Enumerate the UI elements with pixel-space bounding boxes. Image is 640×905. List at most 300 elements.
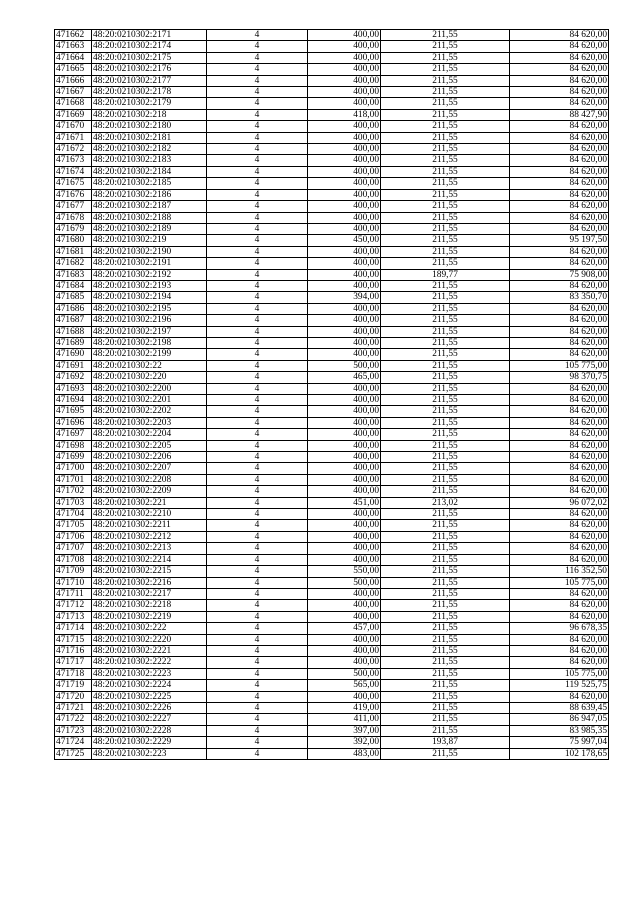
total-value-cell: 84 620,00 [510,417,609,428]
cadastral-number-cell: 48:20:0210302:2183 [92,155,207,166]
rate-cell: 211,55 [381,52,510,63]
total-value-cell: 86 947,05 [510,714,609,725]
category-cell: 4 [207,223,308,234]
category-cell: 4 [207,395,308,406]
area-cell: 565,00 [308,680,381,691]
table-row [55,109,609,120]
table-row [55,645,609,656]
category-cell: 4 [207,64,308,75]
row-number-cell: 471687 [55,315,92,326]
area-cell: 400,00 [308,155,381,166]
rate-cell: 211,55 [381,98,510,109]
table-row [55,566,609,577]
total-value-cell: 84 620,00 [510,41,609,52]
rate-cell: 211,55 [381,383,510,394]
category-cell: 4 [207,452,308,463]
rate-cell: 211,55 [381,132,510,143]
total-value-cell: 84 620,00 [510,463,609,474]
cadastral-number-cell: 48:20:0210302:2207 [92,463,207,474]
cadastral-number-cell: 48:20:0210302:2213 [92,543,207,554]
rate-cell: 211,55 [381,395,510,406]
rate-cell: 211,55 [381,543,510,554]
rate-cell: 211,55 [381,109,510,120]
cadastral-number-cell: 48:20:0210302:2201 [92,395,207,406]
table-row [55,452,609,463]
row-number-cell: 471672 [55,144,92,155]
area-cell: 400,00 [308,417,381,428]
category-cell: 4 [207,714,308,725]
table-row [55,166,609,177]
row-number-cell: 471694 [55,395,92,406]
table-row [55,634,609,645]
rate-cell: 211,55 [381,440,510,451]
cadastral-number-cell: 48:20:0210302:2217 [92,588,207,599]
table-row [55,737,609,748]
category-cell: 4 [207,132,308,143]
row-number-cell: 471678 [55,212,92,223]
area-cell: 419,00 [308,702,381,713]
cadastral-number-cell: 48:20:0210302:2200 [92,383,207,394]
cadastral-number-cell: 48:20:0210302:2186 [92,189,207,200]
row-number-cell: 471683 [55,269,92,280]
rate-cell: 211,55 [381,611,510,622]
area-cell: 450,00 [308,235,381,246]
total-value-cell: 84 620,00 [510,657,609,668]
rate-cell: 211,55 [381,680,510,691]
total-value-cell: 96 678,35 [510,623,609,634]
rate-cell: 211,55 [381,212,510,223]
table-row [55,486,609,497]
category-cell: 4 [207,463,308,474]
row-number-cell: 471693 [55,383,92,394]
row-number-cell: 471700 [55,463,92,474]
category-cell: 4 [207,269,308,280]
row-number-cell: 471707 [55,543,92,554]
table-row [55,64,609,75]
total-value-cell: 84 620,00 [510,645,609,656]
rate-cell: 211,55 [381,668,510,679]
rate-cell: 211,55 [381,303,510,314]
area-cell: 400,00 [308,474,381,485]
category-cell: 4 [207,543,308,554]
area-cell: 400,00 [308,258,381,269]
total-value-cell: 84 620,00 [510,258,609,269]
area-cell: 400,00 [308,41,381,52]
row-number-cell: 471677 [55,201,92,212]
area-cell: 400,00 [308,280,381,291]
category-cell: 4 [207,429,308,440]
total-value-cell: 84 620,00 [510,189,609,200]
rate-cell: 211,55 [381,166,510,177]
rate-cell: 211,55 [381,280,510,291]
row-number-cell: 471702 [55,486,92,497]
category-cell: 4 [207,155,308,166]
area-cell: 397,00 [308,725,381,736]
cadastral-number-cell: 48:20:0210302:2179 [92,98,207,109]
area-cell: 400,00 [308,30,381,41]
total-value-cell: 84 620,00 [510,440,609,451]
table-row [55,246,609,257]
row-number-cell: 471714 [55,623,92,634]
row-number-cell: 471688 [55,326,92,337]
row-number-cell: 471670 [55,121,92,132]
total-value-cell: 84 620,00 [510,75,609,86]
table-row [55,623,609,634]
row-number-cell: 471695 [55,406,92,417]
category-cell: 4 [207,87,308,98]
rate-cell: 211,55 [381,486,510,497]
cadastral-number-cell: 48:20:0210302:2216 [92,577,207,588]
area-cell: 400,00 [308,440,381,451]
table-row [55,87,609,98]
total-value-cell: 84 620,00 [510,87,609,98]
area-cell: 411,00 [308,714,381,725]
area-cell: 400,00 [308,588,381,599]
area-cell: 400,00 [308,189,381,200]
category-cell: 4 [207,201,308,212]
row-number-cell: 471666 [55,75,92,86]
rate-cell: 211,55 [381,406,510,417]
total-value-cell: 84 620,00 [510,406,609,417]
row-number-cell: 471720 [55,691,92,702]
area-cell: 400,00 [308,337,381,348]
area-cell: 400,00 [308,98,381,109]
table-row [55,155,609,166]
rate-cell: 211,55 [381,246,510,257]
table-row [55,543,609,554]
rate-cell: 211,55 [381,645,510,656]
category-cell: 4 [207,30,308,41]
cadastral-number-cell: 48:20:0210302:2199 [92,349,207,360]
category-cell: 4 [207,280,308,291]
rate-cell: 211,55 [381,509,510,520]
category-cell: 4 [207,417,308,428]
cadastral-number-cell: 48:20:0210302:219 [92,235,207,246]
total-value-cell: 84 620,00 [510,634,609,645]
cadastral-number-cell: 48:20:0210302:2214 [92,554,207,565]
total-value-cell: 84 620,00 [510,98,609,109]
row-number-cell: 471699 [55,452,92,463]
table-row [55,201,609,212]
total-value-cell: 84 620,00 [510,486,609,497]
total-value-cell: 84 620,00 [510,554,609,565]
area-cell: 400,00 [308,383,381,394]
cadastral-number-cell: 48:20:0210302:22 [92,360,207,371]
cadastral-number-cell: 48:20:0210302:2228 [92,725,207,736]
area-cell: 400,00 [308,611,381,622]
table-row [55,235,609,246]
cadastral-number-cell: 48:20:0210302:2174 [92,41,207,52]
category-cell: 4 [207,246,308,257]
row-number-cell: 471676 [55,189,92,200]
table-row [55,258,609,269]
table-row [55,52,609,63]
table-row [55,714,609,725]
table-row [55,577,609,588]
row-number-cell: 471665 [55,64,92,75]
total-value-cell: 84 620,00 [510,280,609,291]
row-number-cell: 471713 [55,611,92,622]
rate-cell: 211,55 [381,360,510,371]
category-cell: 4 [207,98,308,109]
cadastral-number-cell: 48:20:0210302:2226 [92,702,207,713]
area-cell: 400,00 [308,554,381,565]
cadastral-number-cell: 48:20:0210302:221 [92,497,207,508]
rate-cell: 211,55 [381,155,510,166]
rate-cell: 211,55 [381,657,510,668]
rate-cell: 211,55 [381,748,510,759]
rate-cell: 211,55 [381,87,510,98]
cadastral-number-cell: 48:20:0210302:2220 [92,634,207,645]
row-number-cell: 471680 [55,235,92,246]
total-value-cell: 84 620,00 [510,611,609,622]
category-cell: 4 [207,337,308,348]
rate-cell: 211,55 [381,634,510,645]
table-row [55,668,609,679]
row-number-cell: 471709 [55,566,92,577]
category-cell: 4 [207,349,308,360]
row-number-cell: 471685 [55,292,92,303]
table-row [55,30,609,41]
rate-cell: 211,55 [381,121,510,132]
total-value-cell: 84 620,00 [510,543,609,554]
total-value-cell: 84 620,00 [510,337,609,348]
category-cell: 4 [207,486,308,497]
total-value-cell: 98 370,75 [510,372,609,383]
rate-cell: 211,55 [381,417,510,428]
total-value-cell: 84 620,00 [510,691,609,702]
area-cell: 400,00 [308,246,381,257]
total-value-cell: 84 620,00 [510,121,609,132]
rate-cell: 211,55 [381,349,510,360]
total-value-cell: 105 775,00 [510,577,609,588]
area-cell: 400,00 [308,406,381,417]
category-cell: 4 [207,315,308,326]
area-cell: 451,00 [308,497,381,508]
area-cell: 500,00 [308,577,381,588]
rate-cell: 211,55 [381,315,510,326]
area-cell: 500,00 [308,668,381,679]
cadastral-number-cell: 48:20:0210302:2206 [92,452,207,463]
area-cell: 400,00 [308,452,381,463]
cadastral-number-cell: 48:20:0210302:2194 [92,292,207,303]
row-number-cell: 471668 [55,98,92,109]
table-row [55,121,609,132]
cadastral-number-cell: 48:20:0210302:2202 [92,406,207,417]
rate-cell: 211,55 [381,520,510,531]
table-row [55,292,609,303]
category-cell: 4 [207,75,308,86]
total-value-cell: 88 427,90 [510,109,609,120]
category-cell: 4 [207,166,308,177]
category-cell: 4 [207,360,308,371]
area-cell: 400,00 [308,178,381,189]
total-value-cell: 84 620,00 [510,201,609,212]
total-value-cell: 84 620,00 [510,166,609,177]
category-cell: 4 [207,326,308,337]
category-cell: 4 [207,554,308,565]
total-value-cell: 83 350,70 [510,292,609,303]
area-cell: 400,00 [308,645,381,656]
cadastral-number-cell: 48:20:0210302:2182 [92,144,207,155]
total-value-cell: 84 620,00 [510,155,609,166]
category-cell: 4 [207,691,308,702]
row-number-cell: 471689 [55,337,92,348]
rate-cell: 211,55 [381,292,510,303]
category-cell: 4 [207,577,308,588]
area-cell: 500,00 [308,360,381,371]
cadastral-number-cell: 48:20:0210302:220 [92,372,207,383]
table-body [55,30,609,760]
table-row [55,725,609,736]
category-cell: 4 [207,303,308,314]
category-cell: 4 [207,52,308,63]
total-value-cell: 84 620,00 [510,64,609,75]
total-value-cell: 84 620,00 [510,52,609,63]
row-number-cell: 471712 [55,600,92,611]
area-cell: 400,00 [308,520,381,531]
row-number-cell: 471669 [55,109,92,120]
rate-cell: 211,55 [381,235,510,246]
table-row [55,497,609,508]
area-cell: 400,00 [308,269,381,280]
category-cell: 4 [207,657,308,668]
total-value-cell: 84 620,00 [510,600,609,611]
category-cell: 4 [207,372,308,383]
table-row [55,463,609,474]
cadastral-number-cell: 48:20:0210302:2219 [92,611,207,622]
table-row [55,189,609,200]
total-value-cell: 96 072,02 [510,497,609,508]
area-cell: 400,00 [308,429,381,440]
table-row [55,440,609,451]
cadastral-number-cell: 48:20:0210302:2204 [92,429,207,440]
table-row [55,315,609,326]
category-cell: 4 [207,702,308,713]
row-number-cell: 471674 [55,166,92,177]
cadastral-number-cell: 48:20:0210302:2211 [92,520,207,531]
row-number-cell: 471662 [55,30,92,41]
total-value-cell: 84 620,00 [510,315,609,326]
area-cell: 400,00 [308,395,381,406]
area-cell: 394,00 [308,292,381,303]
table-row [55,360,609,371]
total-value-cell: 84 620,00 [510,132,609,143]
cadastral-number-cell: 48:20:0210302:223 [92,748,207,759]
cadastral-number-cell: 48:20:0210302:2185 [92,178,207,189]
category-cell: 4 [207,406,308,417]
total-value-cell: 84 620,00 [510,326,609,337]
row-number-cell: 471718 [55,668,92,679]
cadastral-number-cell: 48:20:0210302:2188 [92,212,207,223]
total-value-cell: 105 775,00 [510,360,609,371]
row-number-cell: 471723 [55,725,92,736]
total-value-cell: 75 908,00 [510,269,609,280]
area-cell: 465,00 [308,372,381,383]
rate-cell: 211,55 [381,189,510,200]
area-cell: 550,00 [308,566,381,577]
table-row [55,702,609,713]
row-number-cell: 471717 [55,657,92,668]
category-cell: 4 [207,748,308,759]
area-cell: 457,00 [308,623,381,634]
rate-cell: 211,55 [381,474,510,485]
total-value-cell: 84 620,00 [510,30,609,41]
rate-cell: 211,55 [381,531,510,542]
total-value-cell: 84 620,00 [510,588,609,599]
table-row [55,337,609,348]
total-value-cell: 84 620,00 [510,246,609,257]
rate-cell: 211,55 [381,452,510,463]
table-row [55,509,609,520]
area-cell: 400,00 [308,349,381,360]
total-value-cell: 84 620,00 [510,474,609,485]
category-cell: 4 [207,531,308,542]
area-cell: 400,00 [308,691,381,702]
cadastral-number-cell: 48:20:0210302:2184 [92,166,207,177]
category-cell: 4 [207,600,308,611]
row-number-cell: 471690 [55,349,92,360]
row-number-cell: 471716 [55,645,92,656]
cadastral-number-cell: 48:20:0210302:2222 [92,657,207,668]
category-cell: 4 [207,440,308,451]
cadastral-number-cell: 48:20:0210302:2181 [92,132,207,143]
cadastral-number-cell: 48:20:0210302:2196 [92,315,207,326]
rate-cell: 193,87 [381,737,510,748]
row-number-cell: 471691 [55,360,92,371]
total-value-cell: 84 620,00 [510,144,609,155]
total-value-cell: 88 639,45 [510,702,609,713]
cadastral-value-table [54,29,609,760]
rate-cell: 211,55 [381,725,510,736]
rate-cell: 211,55 [381,463,510,474]
table-row [55,600,609,611]
table-row [55,383,609,394]
total-value-cell: 84 620,00 [510,395,609,406]
cadastral-number-cell: 48:20:0210302:2195 [92,303,207,314]
row-number-cell: 471715 [55,634,92,645]
cadastral-number-cell: 48:20:0210302:2215 [92,566,207,577]
area-cell: 400,00 [308,303,381,314]
category-cell: 4 [207,497,308,508]
rate-cell: 211,55 [381,600,510,611]
total-value-cell: 84 620,00 [510,178,609,189]
table-row [55,98,609,109]
row-number-cell: 471703 [55,497,92,508]
rate-cell: 211,55 [381,178,510,189]
table-row [55,212,609,223]
row-number-cell: 471681 [55,246,92,257]
category-cell: 4 [207,611,308,622]
area-cell: 400,00 [308,52,381,63]
table-row [55,178,609,189]
table-row [55,75,609,86]
cadastral-number-cell: 48:20:0210302:2171 [92,30,207,41]
row-number-cell: 471710 [55,577,92,588]
area-cell: 400,00 [308,326,381,337]
total-value-cell: 105 775,00 [510,668,609,679]
area-cell: 400,00 [308,121,381,132]
rate-cell: 211,55 [381,30,510,41]
rate-cell: 211,55 [381,64,510,75]
cadastral-number-cell: 48:20:0210302:2218 [92,600,207,611]
total-value-cell: 84 620,00 [510,303,609,314]
category-cell: 4 [207,41,308,52]
table-row [55,223,609,234]
table-row [55,691,609,702]
row-number-cell: 471697 [55,429,92,440]
area-cell: 400,00 [308,543,381,554]
